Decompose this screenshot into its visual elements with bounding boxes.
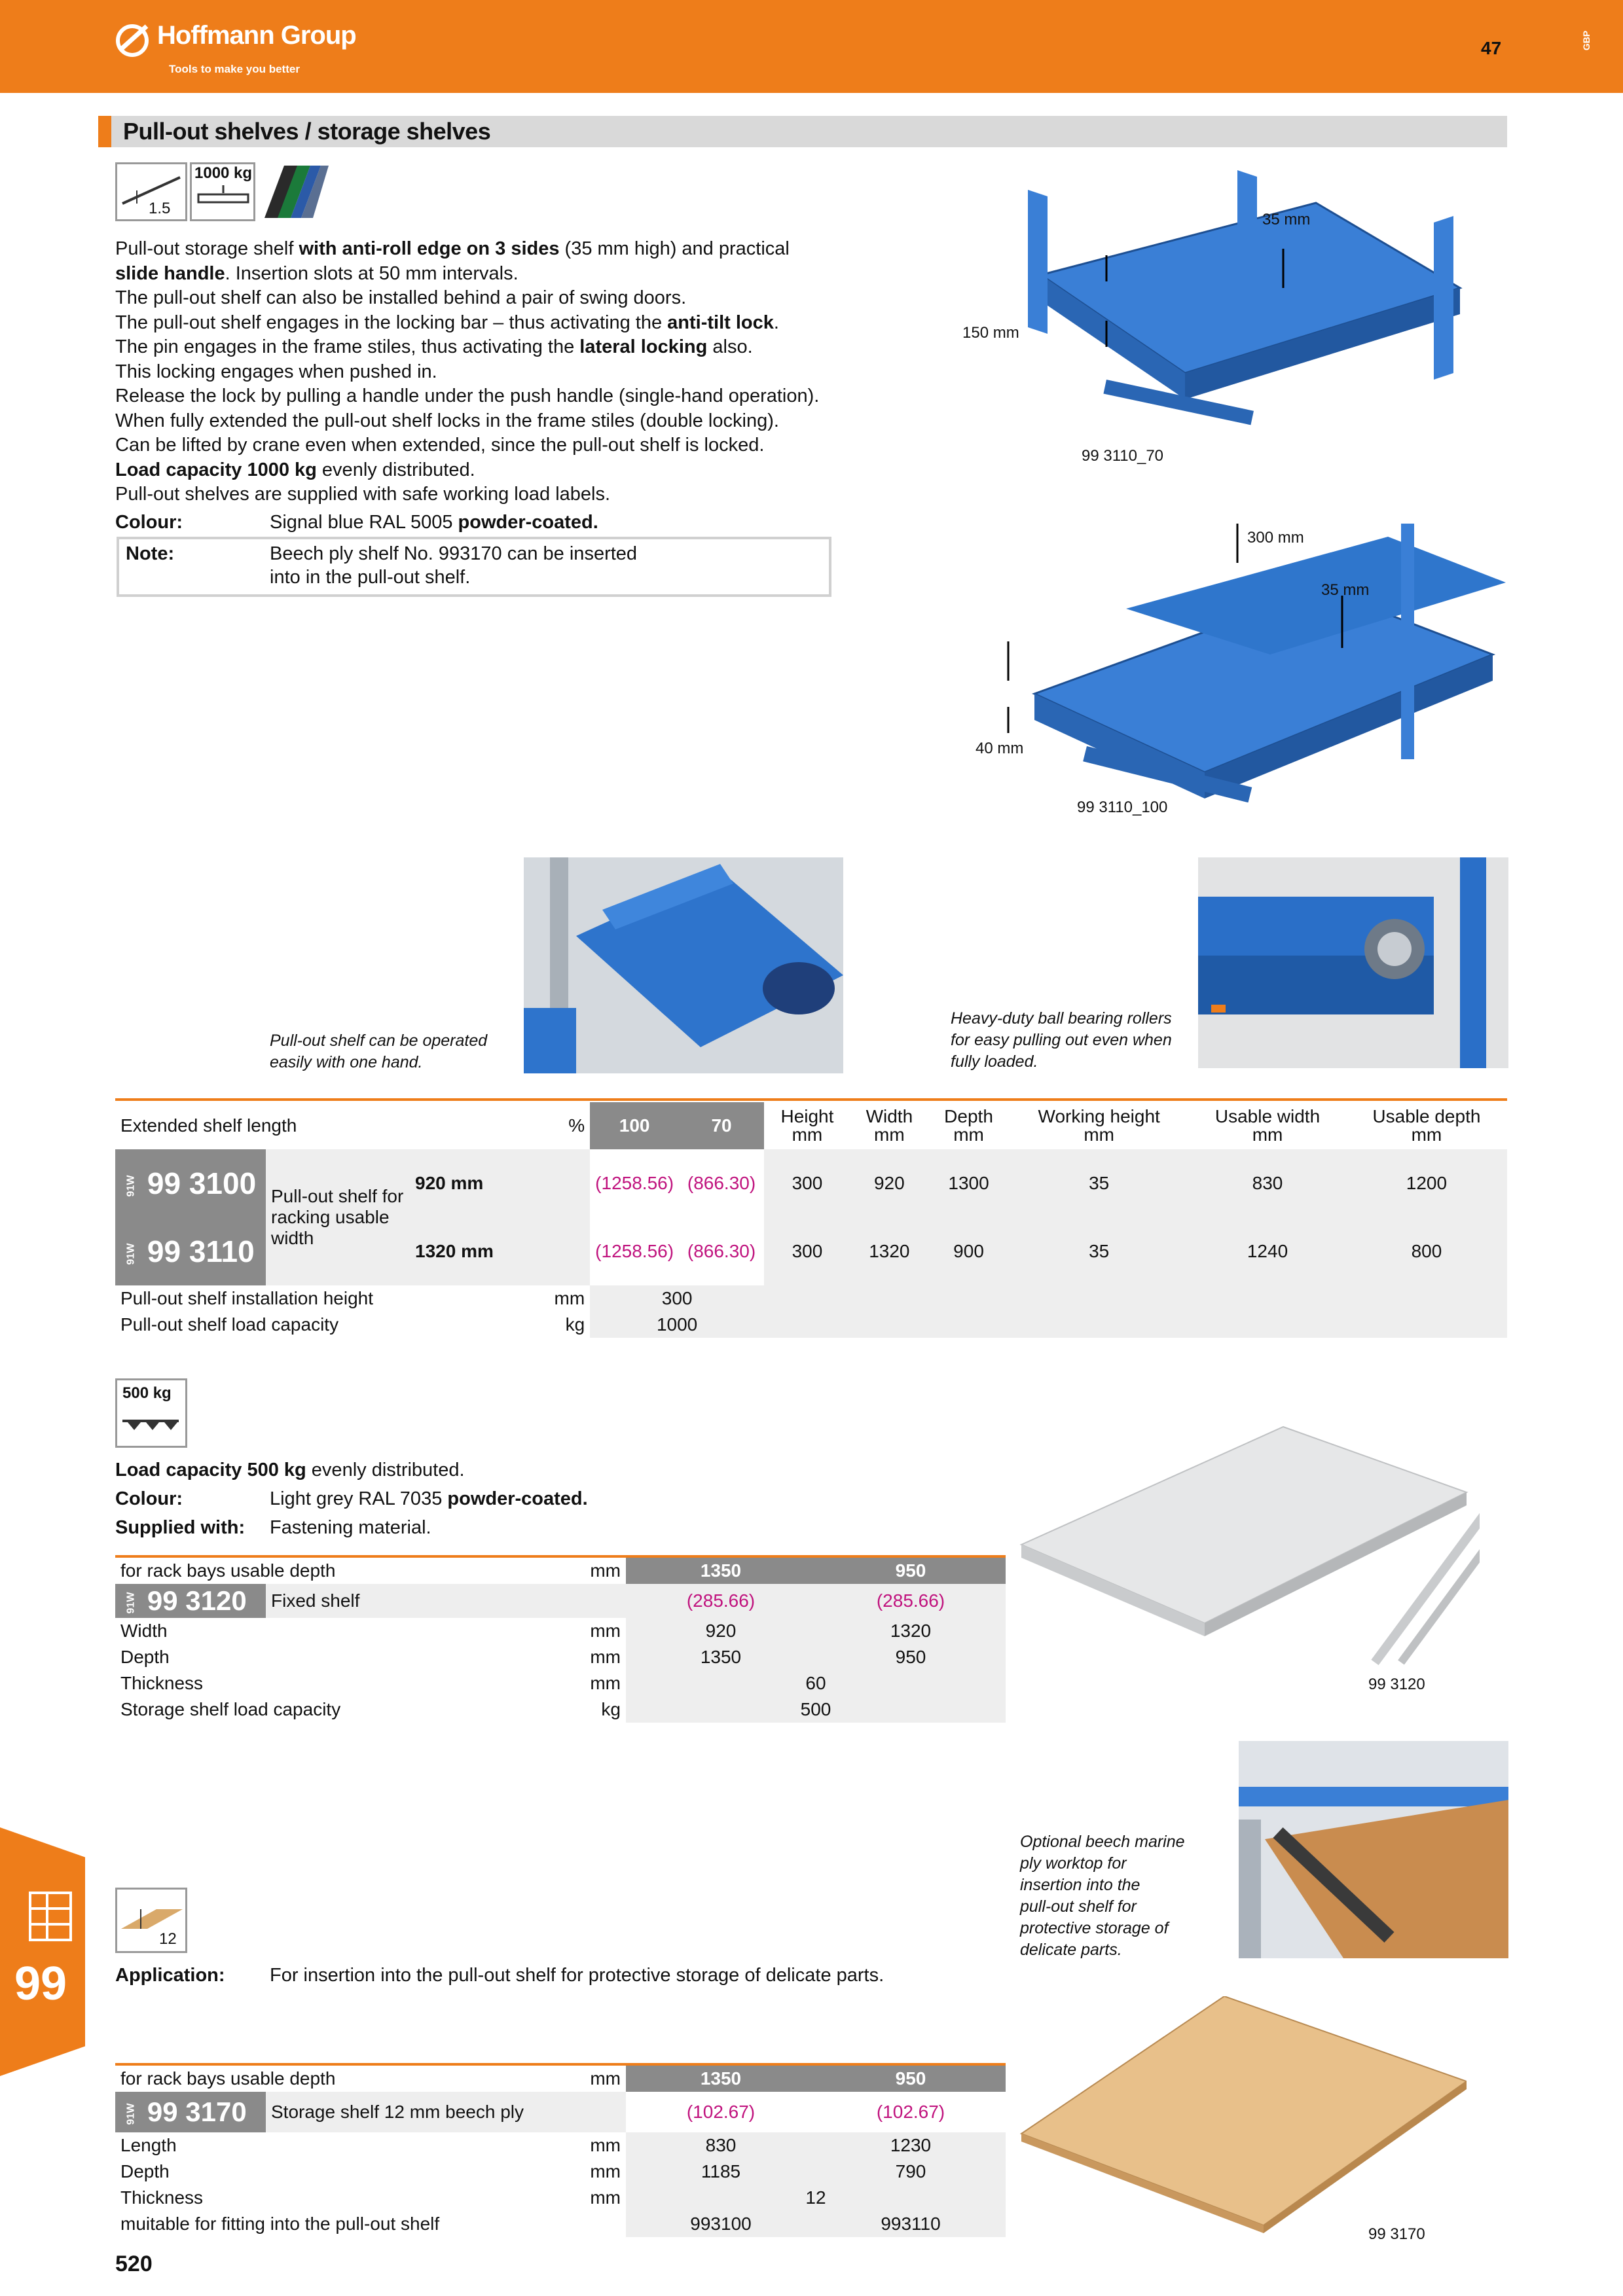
t2-head-1350: 1350: [626, 1558, 816, 1584]
table-row: [115, 1312, 1507, 1338]
t1-cell: 300: [792, 1241, 823, 1261]
chapter-tab[interactable]: [0, 1827, 85, 2076]
price-950: (285.66): [876, 1590, 945, 1611]
note-label: Note:: [126, 543, 175, 564]
t1-head-height: Height mm: [780, 1106, 834, 1145]
supplied-value: Fastening material.: [270, 1517, 431, 1538]
t1-head-working-height: Working height mm: [1038, 1106, 1160, 1145]
desc-line: The pull-out shelf engages in the locking bar – thus activating the anti-tilt lock.: [115, 312, 779, 333]
price-70: (866.30): [679, 1217, 764, 1285]
load-500-text: Load capacity 500 kg evenly distributed.: [115, 1460, 465, 1480]
table-row: Thickness mm 60: [115, 1670, 1006, 1696]
pullout-shelf-table: [115, 1102, 1507, 1338]
t1-cell: 800: [1411, 1241, 1442, 1261]
load-icon: 1000 kg: [190, 162, 255, 221]
chapter-number: 99: [14, 1958, 67, 2010]
t1-cell: 1240: [1247, 1241, 1288, 1261]
table-row: Storage shelf load capacity kg 500: [115, 1696, 1006, 1723]
slide-icon: 1.5: [115, 162, 187, 221]
t1-cell: 1300: [948, 1173, 989, 1193]
dim-35mm-2: 35 mm: [1321, 581, 1370, 599]
footer-page-number: 520: [115, 2251, 153, 2276]
t1-head-usable-width: Usable width mm: [1214, 1106, 1321, 1145]
t1-cell: 300: [792, 1173, 823, 1193]
t1-cell: 1320: [869, 1241, 910, 1261]
caption-beech: Optional beech marine ply worktop for insertion into the pull-out shelf for protective storage of delicate parts.: [1020, 1833, 1185, 1959]
desc-line: The pull-out shelf can also be installed behind a pair of swing doors.: [115, 287, 687, 308]
t1-cell: 920 mm: [415, 1173, 484, 1193]
ball-bearing-rollers-photo: [1198, 857, 1508, 1068]
dim-150mm: 150 mm: [962, 324, 1019, 342]
pull-out-shelf-70-image: [949, 164, 1512, 478]
section-title-bar: [98, 116, 1507, 147]
description: [115, 237, 901, 507]
table-row: Thickness mm 12: [115, 2185, 1006, 2211]
table-row: Width mm 920 1320: [115, 1618, 1006, 1644]
price-1350: (285.66): [686, 1590, 756, 1611]
beech-shelf-image: [1008, 1996, 1467, 2238]
application-label: Application:: [115, 1965, 225, 1986]
page-number: 47: [1481, 38, 1502, 58]
t1-head-pct: %: [568, 1115, 585, 1136]
desc-line: Release the lock by pulling a handle under the push handle (single-hand operation).: [115, 386, 820, 406]
table-row: Length mm 830 1230: [115, 2132, 1006, 2159]
brand-name: Hoffmann Group: [157, 21, 356, 50]
t1-foot-value: 1000: [590, 1312, 764, 1338]
note-text: Beech ply shelf No. 993170 can be inserted into in the pull-out shelf.: [270, 543, 638, 588]
thickness-icon: 12: [115, 1888, 187, 1953]
shelf-rack-icon: [27, 1890, 73, 1943]
table-row: [115, 2092, 1006, 2132]
t1-cell: 35: [1089, 1173, 1110, 1193]
caption-rollers: Heavy-duty ball bearing rollers for easy pulling out even when fully loaded.: [951, 1009, 1172, 1071]
t1-cell: 900: [953, 1241, 984, 1261]
fixed-shelf-table: [115, 1558, 1006, 1723]
price-100: (1258.56): [590, 1217, 679, 1285]
beech-shelf-table: [115, 2066, 1006, 2237]
t2-head-950: 950: [816, 1558, 1006, 1584]
image-code-3170: 99 3170: [1368, 2225, 1425, 2243]
image-code-70: 99 3110_70: [1082, 447, 1164, 465]
article-code[interactable]: 91W 99 3110: [115, 1217, 266, 1285]
desc-line: The pin engages in the frame stiles, thus activating the lateral locking also.: [115, 336, 753, 357]
brand-tagline: Tools to make you better: [169, 63, 300, 75]
table-row: [115, 1285, 1507, 1312]
t1-head-width: Width mm: [866, 1106, 913, 1145]
t2-head-label: for rack bays usable depth: [120, 1560, 336, 1581]
image-code-100: 99 3110_100: [1077, 798, 1168, 816]
t1-foot-unit: mm: [554, 1288, 585, 1308]
shelf-operation-photo: [524, 857, 843, 1073]
desc-line: slide handle. Insertion slots at 50 mm intervals.: [115, 262, 519, 284]
desc-line: Pull-out storage shelf with anti-roll edge on 3 sides (35 mm high) and practical: [115, 238, 790, 259]
table-row: [115, 1149, 1507, 1217]
price-1350: (102.67): [626, 2092, 816, 2132]
t1-cell: 1320 mm: [415, 1241, 494, 1261]
t1-foot-label: Pull-out shelf installation height: [120, 1288, 374, 1308]
colour2-label: Colour:: [115, 1488, 183, 1509]
article-code[interactable]: 91W 99 3120: [115, 1584, 266, 1618]
price-950: (102.67): [816, 2092, 1006, 2132]
image-code-3120: 99 3120: [1368, 1676, 1425, 1693]
fixed-shelf-image: [1008, 1414, 1480, 1676]
desc-line: Can be lifted by crane even when extended, since the pull-out shelf is locked.: [115, 435, 765, 456]
t1-head-100: 100: [590, 1102, 679, 1149]
t1-cell: 1200: [1406, 1173, 1448, 1193]
t1-head-ext: Extended shelf length: [120, 1115, 297, 1136]
t1-row-desc: Pull-out shelf for racking usable width: [271, 1186, 404, 1248]
t1-head-usable-depth: Usable depth mm: [1372, 1106, 1481, 1145]
desc-line: Pull-out shelves are supplied with safe working load labels.: [115, 484, 611, 505]
t1-cell: 35: [1089, 1241, 1110, 1261]
desc-line: Load capacity 1000 kg evenly distributed.: [115, 459, 475, 480]
t2-name: Fixed shelf: [271, 1590, 360, 1611]
dim-300mm: 300 mm: [1247, 529, 1304, 547]
price-100: (1258.56): [590, 1149, 679, 1217]
t1-head-70: 70: [679, 1102, 764, 1149]
supplied-label: Supplied with:: [115, 1517, 246, 1538]
article-code[interactable]: 91W 99 3170: [115, 2092, 266, 2132]
colour2-value: Light grey RAL 7035 powder-coated.: [270, 1488, 588, 1509]
table-row: Depth mm 1185 790: [115, 2159, 1006, 2185]
desc-line: This locking engages when pushed in.: [115, 361, 437, 382]
region-label: GBP: [1581, 30, 1592, 51]
table-row: muitable for fitting into the pull-out shelf 993100 993110: [115, 2211, 1006, 2237]
t1-cell: 830: [1252, 1173, 1283, 1193]
caption-one-hand: Pull-out shelf can be operated easily with one hand.: [270, 1031, 488, 1071]
t3-name: Storage shelf 12 mm beech ply: [271, 2102, 524, 2122]
t1-foot-label: Pull-out shelf load capacity: [120, 1314, 339, 1335]
dim-35mm: 35 mm: [1262, 211, 1311, 228]
desc-line: When fully extended the pull-out shelf locks in the frame stiles (double locking).: [115, 410, 779, 431]
t1-foot-unit: kg: [565, 1314, 585, 1335]
price-70: (866.30): [679, 1149, 764, 1217]
section-title: Pull-out shelves / storage shelves: [123, 118, 491, 145]
t1-cell: 920: [873, 1173, 905, 1193]
table-row: [115, 1584, 1006, 1618]
table-row: [115, 1558, 1006, 1584]
beech-worktop-photo: [1239, 1741, 1508, 1958]
t1-foot-value: 300: [590, 1285, 764, 1312]
dim-40mm: 40 mm: [976, 740, 1024, 757]
colour-value: Signal blue RAL 5005 powder-coated.: [270, 512, 598, 533]
application-value: For insertion into the pull-out shelf for protective storage of delicate parts.: [270, 1965, 884, 1986]
pull-out-shelf-100-image: [982, 511, 1519, 825]
t1-head-depth: Depth mm: [944, 1106, 993, 1145]
t2-head-unit: mm: [590, 1560, 621, 1581]
table1-top-rule: [115, 1098, 1507, 1101]
colour-swatch-icon: [258, 162, 330, 221]
load-500-icon: 500 kg: [115, 1378, 187, 1448]
table-row: for rack bays usable depth mm 1350 950: [115, 2066, 1006, 2092]
table-row: Depth mm 1350 950: [115, 1644, 1006, 1670]
colour-label: Colour:: [115, 512, 183, 533]
article-code[interactable]: 91W 99 3100: [115, 1149, 266, 1217]
